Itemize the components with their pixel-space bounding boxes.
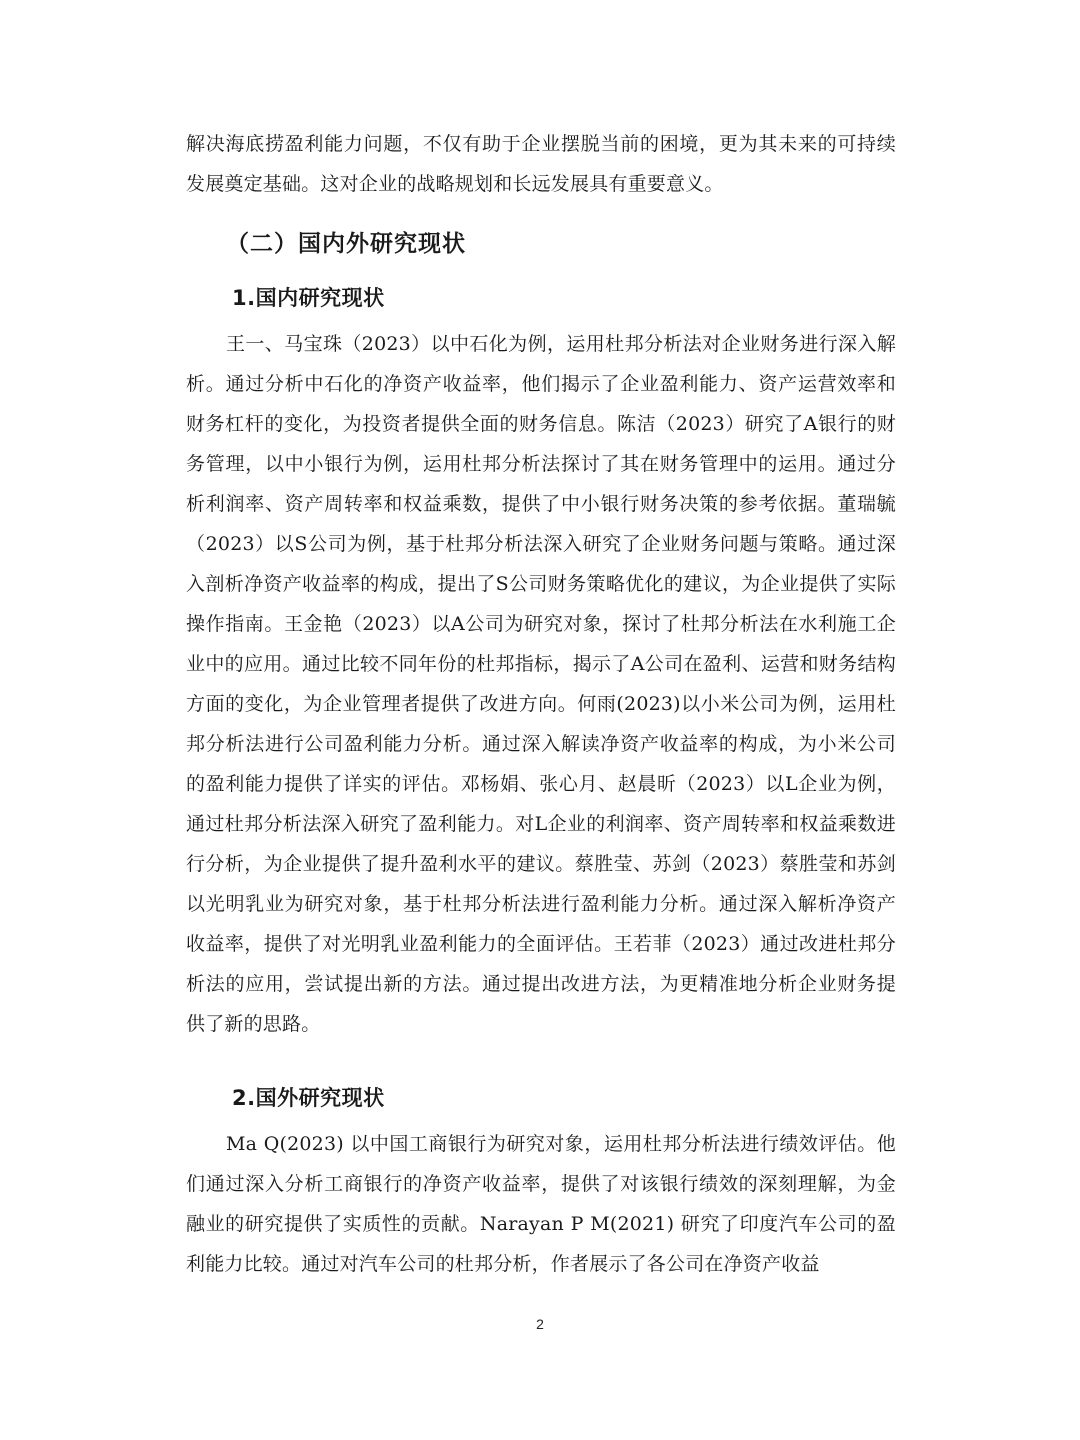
- domestic-research-heading: 1.国内研究现状: [232, 286, 385, 310]
- page-number: 2: [536, 1316, 544, 1332]
- foreign-research-heading: 2.国外研究现状: [232, 1086, 385, 1110]
- section-heading: （二）国内外研究现状: [226, 231, 466, 257]
- foreign-research-paragraph: Ma Q(2023) 以中国工商银行为研究对象，运用杜邦分析法进行绩效评估。他们通过深入分析工商银行的净资产收益率，提供了对该银行绩效的深刻理解，为金融业的研究提供了实质性的贡献。Narayan P M(2021) 研究了印度汽车公司的盈利能力比较。通过对汽车公司的杜邦分析，作者展示了各公司在净资产收益: [186, 1133, 896, 1275]
- domestic-research-paragraph: 王一、马宝珠（2023）以中石化为例，运用杜邦分析法对企业财务进行深入解析。通过分析中石化的净资产收益率，他们揭示了企业盈利能力、资产运营效率和财务杠杆的变化，为投资者提供全面的财务信息。陈洁（2023）研究了A银行的财务管理，以中小银行为例，运用杜邦分析法探讨了其在财务管理中的运用。通过分析利润率、资产周转率和权益乘数，提供了中小银行财务决策的参考依据。董瑞毓（2023）以S公司为例，基于杜邦分析法深入研究了企业财务问题与策略。通过深入剖析净资产收益率的构成，提出了S公司财务策略优化的建议，为企业提供了实际操作指南。王金艳（2023）以A公司为研究对象，探讨了杜邦分析法在水利施工企业中的应用。通过比较不同年份的杜邦指标，揭示了A公司在盈利、运营和财务结构方面的变化，为企业管理者提供了改进方向。何雨(2023)以小米公司为例，运用杜邦分析法进行公司盈利能力分析。通过深入解读净资产收益率的构成，为小米公司的盈利能力提供了详实的评估。邓杨娟、张心月、赵晨昕（2023）以L企业为例，通过杜邦分析法深入研究了盈利能力。对L企业的利润率、资产周转率和权益乘数进行分析，为企业提供了提升盈利水平的建议。蔡胜莹、苏剑（2023）蔡胜莹和苏剑以光明乳业为研究对象，基于杜邦分析法进行盈利能力分析。通过深入解析净资产收益率，提供了对光明乳业盈利能力的全面评估。王若菲（2023）通过改进杜邦分析法的应用，尝试提出新的方法。通过提出改进方法，为更精准地分析企业财务提供了新的思路。: [186, 333, 896, 1035]
- intro-paragraph: 解决海底捞盈利能力问题，不仅有助于企业摆脱当前的困境，更为其未来的可持续发展奠定基础。这对企业的战略规划和长远发展具有重要意义。: [186, 133, 896, 195]
